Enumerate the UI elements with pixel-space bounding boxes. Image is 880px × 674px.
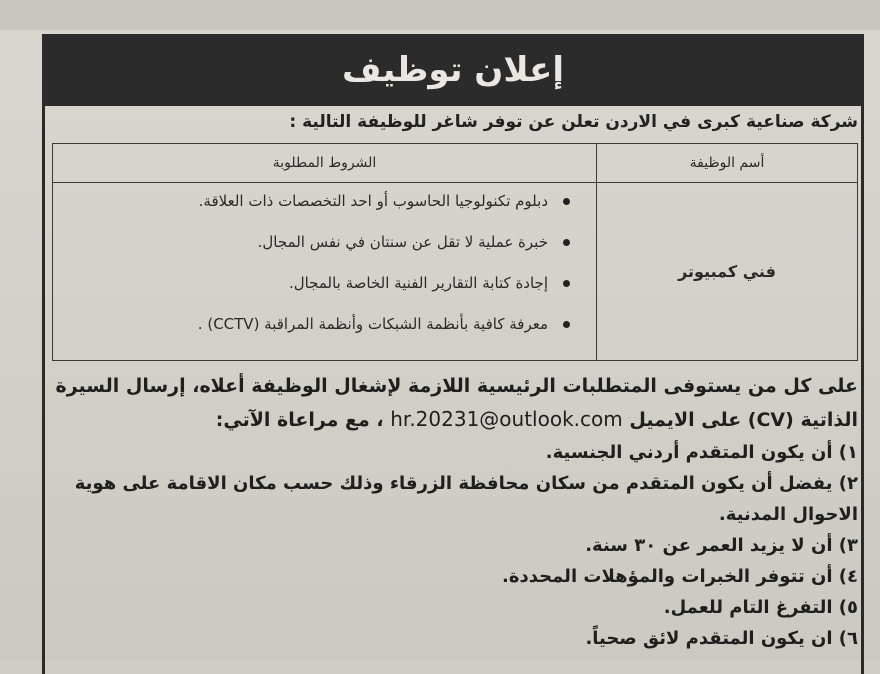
previous-page-bleed (0, 0, 880, 30)
table-header-row (53, 144, 858, 183)
requirement-item (63, 314, 570, 334)
requirement-item (63, 191, 570, 211)
application-paragraph (48, 370, 858, 437)
intro-text: شركة صناعية كبرى في الاردن تعلن عن توفر شاغر للوظيفة التالية : (289, 112, 858, 132)
condition-item: ٦) ان يكون المتقدم لائق صحياً. (585, 628, 858, 649)
requirements-cell (53, 183, 597, 361)
application-line-2: الذاتية (CV) على الايميل (629, 409, 858, 431)
column-header-requirements: الشروط المطلوبة (53, 144, 597, 183)
requirements-list (63, 191, 570, 334)
bullet-icon (563, 198, 570, 205)
ad-title-bar (42, 34, 864, 106)
requirement-text: معرفة كافية بأنظمة الشبكات وأنظمة المراقبة (CCTV) . (197, 315, 548, 333)
ad-title: إعلان توظيف (341, 50, 565, 90)
requirement-text: دبلوم تكنولوجيا الحاسوب أو احد التخصصات ذات العلاقة. (198, 192, 548, 210)
requirement-item (63, 232, 570, 252)
application-line-2-end: ، مع مراعاة الآتي: (215, 409, 384, 431)
email-address: hr.20231@outlook.com (390, 407, 623, 431)
bullet-icon (563, 280, 570, 287)
bullet-icon (563, 239, 570, 246)
requirement-text: خبرة عملية لا تقل عن سنتان في نفس المجال. (257, 233, 548, 251)
application-section (48, 370, 858, 654)
requirement-text: إجادة كتابة التقارير الفنية الخاصة بالمجال. (288, 274, 548, 292)
condition-item: ٥) التفرغ التام للعمل. (663, 597, 858, 618)
condition-item: ١) أن يكون المتقدم أردني الجنسية. (545, 442, 858, 463)
requirement-item (63, 273, 570, 293)
column-header-job: أسم الوظيفة (597, 144, 858, 183)
jobs-table (52, 143, 858, 361)
job-title-cell: فني كمبيوتر (597, 183, 858, 361)
condition-item: ٤) أن تتوفر الخبرات والمؤهلات المحددة. (502, 566, 858, 587)
application-line-1: على كل من يستوفى المتطلبات الرئيسية اللازمة لإشغال الوظيفة أعلاه، إرسال السيرة (55, 375, 858, 397)
condition-item: ٢) يفضل أن يكون المتقدم من سكان محافظة الزرقاء وذلك حسب مكان الاقامة على هوية الاحوال المدنية. (74, 473, 858, 525)
condition-item: ٣) أن لا يزيد العمر عن ٣٠ سنة. (585, 535, 858, 556)
bullet-icon (563, 321, 570, 328)
table-row (53, 183, 858, 361)
